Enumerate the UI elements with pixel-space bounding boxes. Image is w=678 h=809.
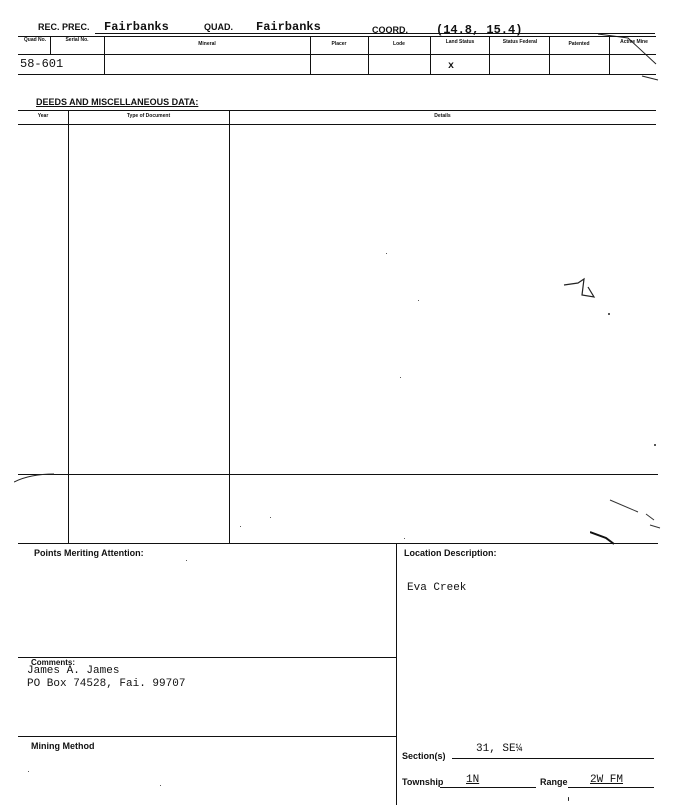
range-underline <box>568 787 654 788</box>
quad-value: Fairbanks <box>256 20 321 34</box>
col-type-of-document: Type of Document <box>126 113 171 119</box>
corner-stroke-mark <box>598 20 678 100</box>
stray-dot <box>270 517 271 518</box>
stray-dot <box>400 377 401 378</box>
quad-label: QUAD. <box>204 22 233 32</box>
col-placer: Placer <box>331 41 347 47</box>
stray-dot <box>240 526 241 527</box>
section-value: 31, SE¼ <box>476 743 523 755</box>
col-serial-no: Serial No. <box>65 37 89 43</box>
deeds-section-title: DEEDS AND MISCELLANEOUS DATA: <box>36 97 199 107</box>
section-underline <box>452 758 654 759</box>
section-label: Section(s) <box>402 751 446 761</box>
location-description-value: Eva Creek <box>407 582 467 594</box>
col-status-federal: Status Federal <box>502 39 538 45</box>
col-details: Details <box>434 113 451 119</box>
range-value: 2W FM <box>590 774 624 786</box>
page-left-curve-mark <box>14 470 74 490</box>
stray-dot <box>568 797 569 801</box>
col-land-status: Land Status <box>445 39 475 45</box>
comments-label: Comments: <box>31 658 76 667</box>
stray-dot <box>386 253 387 254</box>
stray-dot <box>654 444 656 446</box>
col-year: Year <box>37 113 49 119</box>
land-status-mark: x <box>448 61 455 72</box>
township-label: Township <box>402 777 444 787</box>
col-patented: Patented <box>568 41 590 47</box>
stray-dot <box>608 313 610 315</box>
quad-no-value: 58-601 <box>20 57 64 71</box>
rec-prec-label: REC. PREC. <box>38 22 90 32</box>
stray-dot <box>418 300 419 301</box>
stray-dot <box>404 538 405 539</box>
location-description-label: Location Description: <box>404 548 497 558</box>
township-underline <box>440 787 536 788</box>
col-lode: Lode <box>393 41 405 47</box>
points-meriting-attention-label: Points Meriting Attention: <box>34 548 144 558</box>
comments-line-2: PO Box 74528, Fai. 99707 <box>27 678 186 690</box>
rec-prec-value: Fairbanks <box>104 20 169 34</box>
coord-value: (14.8, 15.4) <box>436 23 523 37</box>
comments-line-1: James A. James <box>27 665 120 677</box>
coord-label: COORD. <box>372 25 408 35</box>
stray-dot <box>186 560 187 561</box>
mining-method-label: Mining Method <box>31 741 95 751</box>
range-label: Range <box>540 777 568 787</box>
col-mineral: Mineral <box>198 41 216 47</box>
stray-dot <box>28 771 29 772</box>
stray-dot <box>160 785 161 786</box>
header-rule <box>95 33 655 34</box>
col-active-mine: Active Mine <box>620 39 648 45</box>
handwritten-scribble-mark <box>560 275 620 315</box>
page-edge-marks <box>590 470 670 550</box>
col-quad-no: Quad No. <box>23 37 47 43</box>
township-value: 1N <box>466 774 480 786</box>
